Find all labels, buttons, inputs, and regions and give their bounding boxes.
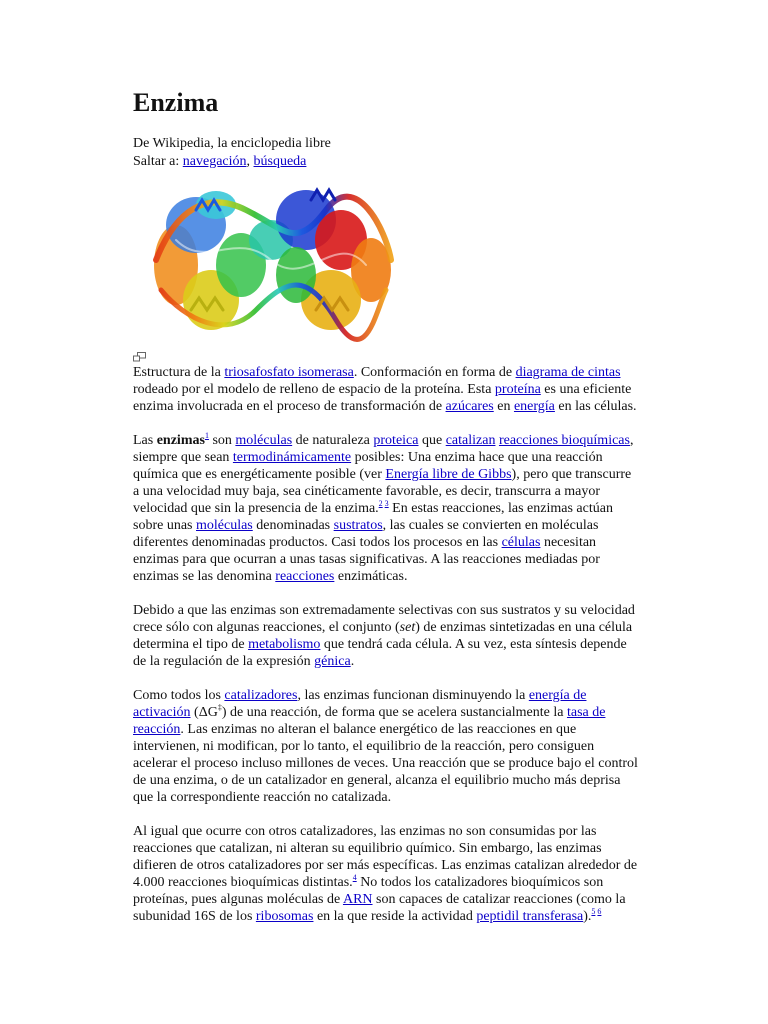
text-run: , las cuales se convierten en moléculas diferentes denominadas productos. Casi todos los procesos en las xyxy=(133,518,599,550)
text-run: son xyxy=(208,433,236,448)
text-run: En estas reacciones, las enzimas actúan sobre unas xyxy=(133,501,613,533)
caption-link[interactable]: energía xyxy=(513,399,555,414)
reference-link[interactable]: 5 xyxy=(591,907,596,916)
reference-sup xyxy=(591,907,601,916)
text-run: Saltar a: xyxy=(133,153,183,169)
article-link[interactable]: moléculas xyxy=(235,433,293,448)
reference-link[interactable]: 1 xyxy=(204,431,209,440)
text-run: de naturaleza xyxy=(292,433,374,448)
caption-link[interactable]: proteína xyxy=(494,382,541,397)
reference-link[interactable]: 6 xyxy=(597,907,602,916)
text-run: que tendrá cada célula. A su vez, esta síntesis depende de la regulación de la expresión xyxy=(133,637,627,669)
text-run: rodeado por el modelo de relleno de espacio de la proteína. Esta xyxy=(133,382,495,397)
text-run: ). xyxy=(583,909,592,924)
article-link[interactable]: ribosomas xyxy=(255,909,314,924)
text-run: . xyxy=(350,654,355,669)
text-run: . Conformación en forma de xyxy=(353,365,516,380)
text-run: . Las enzimas no alteran el balance energético de las reacciones en que intervienen, ni modifican, por lo tanto, el equilibrio de la reacción, pero consiguen acelerar el proceso incluso millones de veces. Una reacción que se produce bajo el control de una enzima, o de un catalizador en general, alcanza el equilibrio mucho más deprisa que la correspondiente reacción no catalizada. xyxy=(133,722,638,805)
reference-link[interactable]: 3 xyxy=(384,499,389,508)
text-run: es una eficiente enzima involucrada en el proceso de transformación de xyxy=(133,382,632,414)
paragraph-3 xyxy=(133,687,638,806)
text-run: , xyxy=(246,153,254,169)
article-link[interactable]: reacciones xyxy=(275,569,335,584)
image-caption xyxy=(133,364,638,415)
article-link[interactable]: reacciones bioquímicas xyxy=(498,433,630,448)
text-run: ) de una reacción, de forma que se acelera sustancialmente la xyxy=(221,705,567,720)
article-link[interactable]: catalizadores xyxy=(224,688,298,703)
search-link[interactable]: búsqueda xyxy=(253,153,307,169)
text-run: que xyxy=(418,433,446,448)
protein-structure-image[interactable] xyxy=(136,170,406,350)
text-run: ), pero que transcurre a una velocidad muy baja, sea cinéticamente favorable, es decir, transcurra a mayor velocidad que sin la presencia de la enzima. xyxy=(133,467,632,516)
magnify-icon[interactable] xyxy=(133,352,146,362)
article-link[interactable]: génica xyxy=(314,654,351,669)
paragraph-1 xyxy=(133,432,638,585)
article-link[interactable]: metabolismo xyxy=(248,637,321,652)
double-dagger: ‡ xyxy=(217,703,222,712)
page-title: Enzima xyxy=(133,88,219,117)
article-link[interactable]: células xyxy=(501,535,541,550)
text-run: Las xyxy=(133,433,157,448)
text-run: posibles: Una enzima hace que una reacción química que es energéticamente posible (ver xyxy=(133,450,603,482)
text-run: , las enzimas funcionan disminuyendo la xyxy=(297,688,529,703)
text-run: ) de enzimas sintetizadas en una célula determina el tipo de xyxy=(133,620,633,652)
article-link[interactable]: termodinámicamente xyxy=(232,450,352,465)
paragraph-2 xyxy=(133,602,638,670)
text-run: Debido a que las enzimas son extremadamente selectivas con sus sustratos y su velocidad crece sólo con algunas reacciones, el conjunto ( xyxy=(133,603,635,635)
text-run: (ΔG xyxy=(190,705,218,720)
article-meta xyxy=(133,135,331,170)
text-run: enzimáticas. xyxy=(334,569,408,584)
article-link[interactable]: catalizan xyxy=(445,433,496,448)
caption-link[interactable]: azúcares xyxy=(445,399,494,414)
article-body xyxy=(133,364,638,942)
text-run: , siempre que sean xyxy=(133,433,634,465)
reference-link[interactable]: 4 xyxy=(352,873,357,882)
article-link[interactable]: sustratos xyxy=(333,518,383,533)
reference-sup xyxy=(379,499,389,508)
nav-link[interactable]: navegación xyxy=(182,153,247,169)
article-link[interactable]: ARN xyxy=(342,892,373,907)
site-subtitle: De Wikipedia, la enciclopedia libre xyxy=(133,136,331,151)
article-link[interactable]: peptidil transferasa xyxy=(476,909,584,924)
text-run: necesitan enzimas para que ocurran a unas tasas significativas. A las reacciones mediadas por enzimas se las denomina xyxy=(133,535,600,584)
article-link[interactable]: tasa de reacción xyxy=(133,705,606,737)
text-run: son capaces de catalizar reacciones (como la subunidad 16S de los xyxy=(133,892,626,924)
text-run: en la que reside la actividad xyxy=(313,909,477,924)
article-link[interactable]: energía de activación xyxy=(133,688,587,720)
text-run: denominadas xyxy=(252,518,334,533)
article-link[interactable]: moléculas xyxy=(196,518,253,533)
text-run: en las células. xyxy=(554,399,637,414)
article-link[interactable]: Energía libre de Gibbs xyxy=(385,467,512,482)
jump-links xyxy=(133,153,331,171)
text-run: Al igual que ocurre con otros catalizadores, las enzimas no son consumidas por las reacciones que catalizan, ni alteran su equilibrio químico. Sin embargo, las enzimas difieren de otros catalizadores por ser más específicas. Las enzimas catalizan alrededor de 4.000 reacciones bioquímicas distintas. xyxy=(133,824,638,890)
paragraph-4 xyxy=(133,823,638,925)
bold-term: enzimas xyxy=(156,433,205,448)
text-run: Como todos los xyxy=(133,688,225,703)
text-run: No todos los catalizadores bioquímicos son proteínas, pues algunas moléculas de xyxy=(133,875,604,907)
text-run: en xyxy=(493,399,514,414)
article-link[interactable]: proteica xyxy=(373,433,419,448)
caption-link[interactable]: triosafosfato isomerasa xyxy=(224,365,354,380)
text-run: Estructura de la xyxy=(133,365,225,380)
caption-link[interactable]: diagrama de cintas xyxy=(515,365,621,380)
italic-term: set xyxy=(399,620,416,635)
reference-link[interactable]: 2 xyxy=(378,499,383,508)
